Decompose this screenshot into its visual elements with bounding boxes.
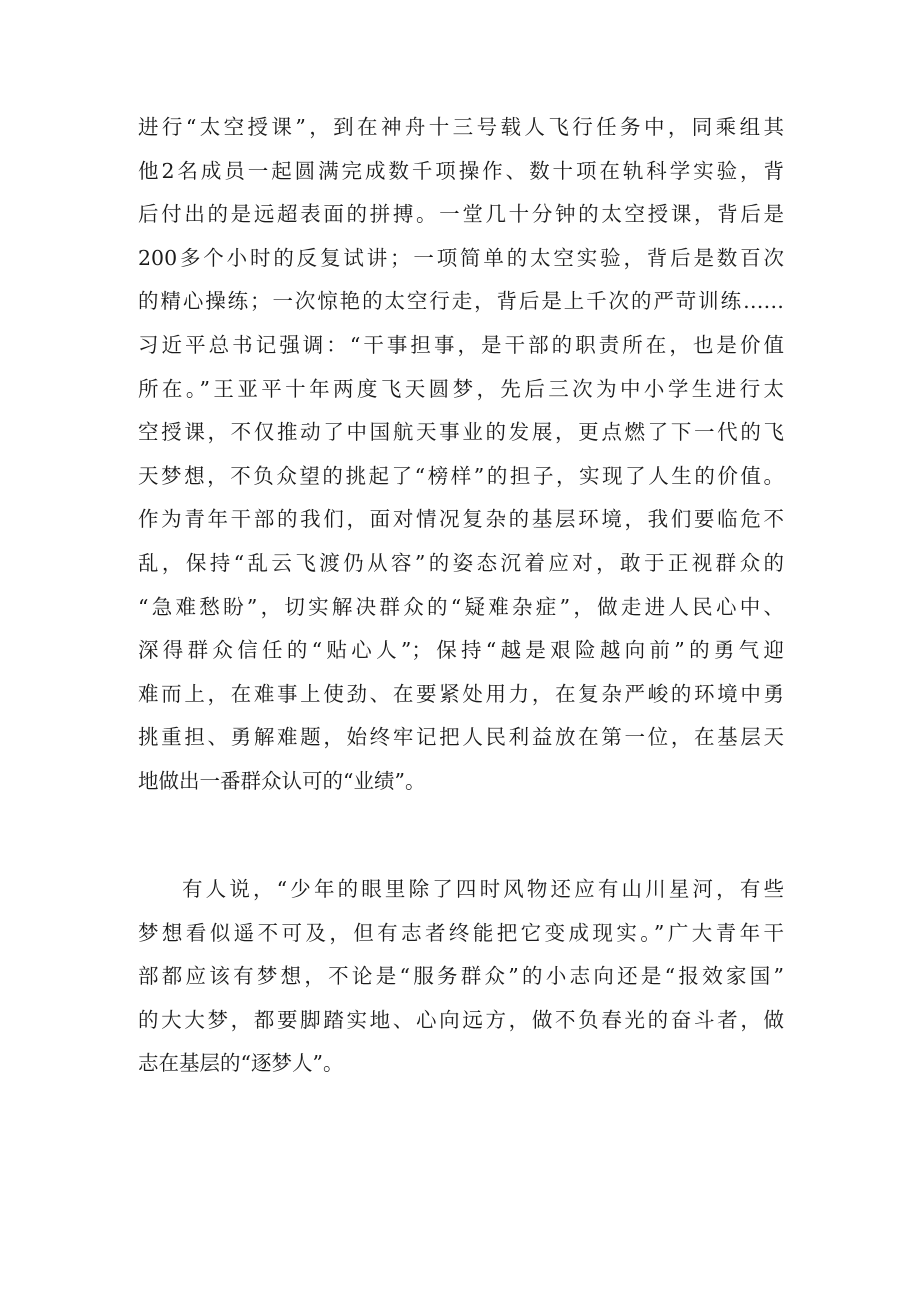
paragraph-line: 的大大梦，都要脚踏实地、心向远方，做不负春光的奋斗者，做 (138, 1007, 784, 1032)
paragraph-2 (138, 868, 784, 1086)
paragraph-line: 深得群众信任的“贴心人”；保持“越是艰险越向前”的勇气迎 (138, 638, 784, 663)
paragraph-line: 部都应该有梦想，不论是“服务群众”的小志向还是“报效家国” (138, 964, 784, 989)
paragraph-line: 梦想看似遥不可及，但有志者终能把它变成现实。”广大青年干 (138, 920, 784, 945)
paragraph-line: 后付出的是远超表面的拼搏。一堂几十分钟的太空授课，背后是 (138, 202, 784, 227)
paragraph-line: 有人说，“少年的眼里除了四时风物还应有山川星河，有些 (182, 877, 784, 901)
paragraph-line: 乱，保持“乱云飞渡仍从容”的姿态沉着应对，敢于正视群众的 (138, 550, 784, 575)
paragraph-line: 作为青年干部的我们，面对情况复杂的基层环境，我们要临危不 (138, 507, 784, 532)
paragraph-line: 习近平总书记强调：“干事担事，是干部的职责所在，也是价值 (138, 332, 784, 357)
paragraph-line: 所在。”王亚平十年两度飞天圆梦，先后三次为中小学生进行太 (138, 376, 784, 401)
paragraph-line: 空授课，不仅推动了中国航天事业的发展，更点燃了下一代的飞 (138, 420, 784, 445)
paragraph-line: 的精心操练；一次惊艳的太空行走，背后是上千次的严苛训练…… (138, 289, 784, 314)
paragraph-line: 进行“太空授课”，到在神舟十三号载人飞行任务中，同乘组其 (138, 115, 784, 139)
paragraph-1 (138, 106, 784, 804)
paragraph-line: “急难愁盼”，切实解决群众的“疑难杂症”，做走进人民心中、 (138, 594, 784, 619)
paragraph-line: 难而上，在难事上使劲、在要紧处用力，在复杂严峻的环境中勇 (138, 681, 784, 706)
paragraph-line: 天梦想，不负众望的挑起了“榜样”的担子，实现了人生的价值。 (138, 463, 784, 488)
paragraph-line: 200多个小时的反复试讲；一项简单的太空实验，背后是数百次 (138, 245, 784, 270)
paragraph-line: 他2名成员一起圆满完成数千项操作、数十项在轨科学实验，背 (138, 158, 784, 183)
paragraph-line: 志在基层的“逐梦人”。 (138, 1051, 344, 1076)
paragraph-line: 地做出一番群众认可的“业绩”。 (138, 768, 426, 793)
paragraph-line: 挑重担、勇解难题，始终牢记把人民利益放在第一位，在基层天 (138, 725, 784, 750)
